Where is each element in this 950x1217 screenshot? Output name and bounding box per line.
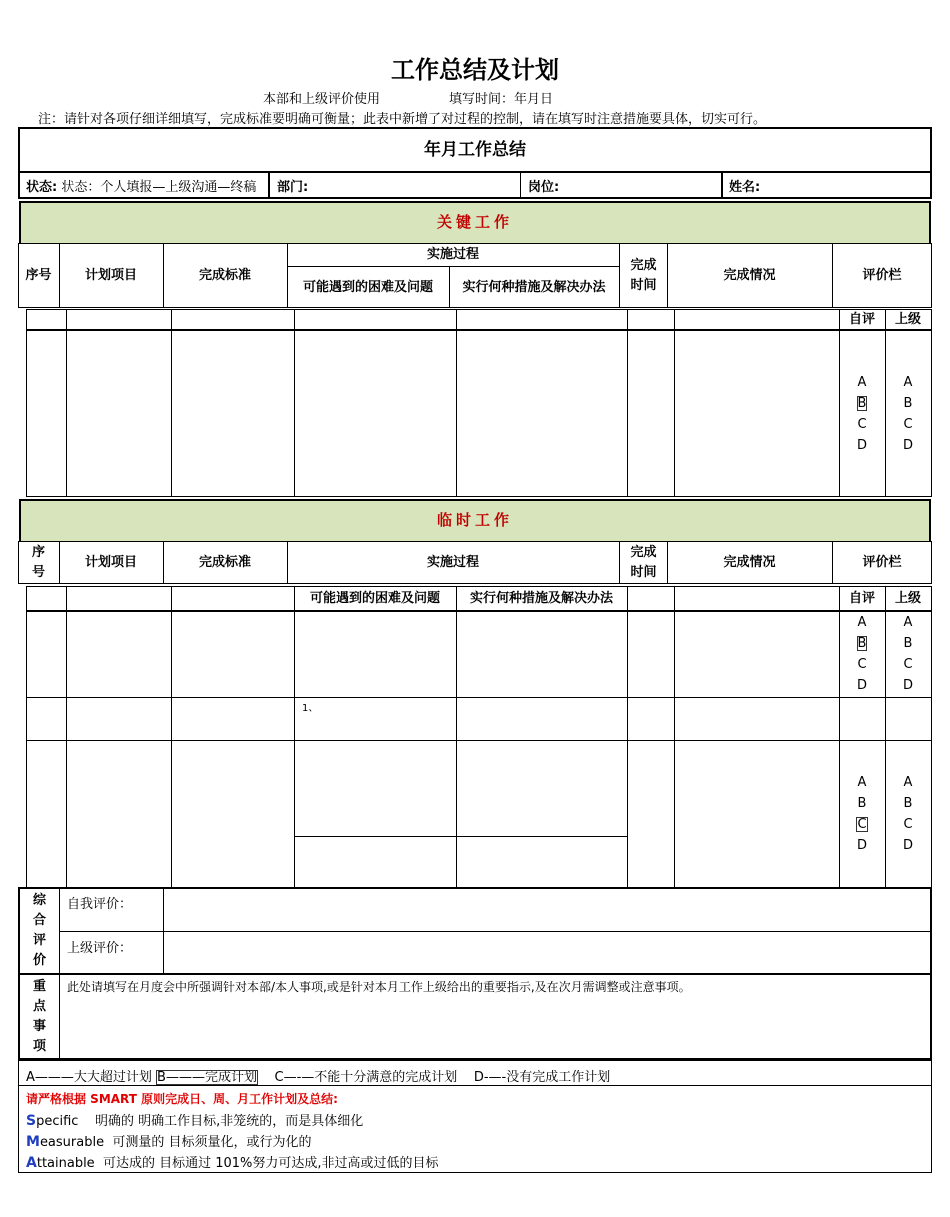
instruction-note: 注：请针对各项仔细详细填写，完成标准要明确可衡量；此表中新增了对过程的控制，请在填写时注意措施要具体，切实可行。 xyxy=(38,112,767,127)
key-plan-header: 计划项目 xyxy=(84,268,137,283)
key-process-header: 实施过程 xyxy=(426,247,479,262)
status-field: 状态: 状态：个人填报—上级沟通—终稿 xyxy=(26,180,257,195)
smart-line-a: Attainable 可达成的 目标通过 101%努力可达成,非过高或过低的目标 xyxy=(26,1155,439,1171)
post-field[interactable]: 岗位: xyxy=(528,180,560,195)
key-self-grades[interactable]: A B C D xyxy=(856,375,867,453)
key-work-title: 关键工作 xyxy=(436,213,513,231)
dept-field[interactable]: 部门: xyxy=(277,180,309,195)
temp-difficulty-header: 可能遇到的困难及问题 xyxy=(309,590,440,606)
summary-header xyxy=(18,127,932,173)
temp-measures-header: 实行何种措施及解决办法 xyxy=(469,590,613,606)
temp-finish-time-header: 完成时间 xyxy=(630,545,657,580)
smart-line-s: Specific 明确的 明确工作目标,非笼统的，而是具体细化 xyxy=(26,1113,364,1129)
temp-row3-self-grades[interactable]: A B C D xyxy=(856,775,867,853)
legend-a: A———大大超过计划 xyxy=(26,1070,152,1085)
key-superior-grades[interactable]: A B C D xyxy=(902,375,913,453)
key-measures-header: 实行何种措施及解决办法 xyxy=(462,279,606,295)
smart-line-m: Measurable 可测量的 目标须量化，或行为化的 xyxy=(26,1134,312,1150)
temp-standard-header: 完成标准 xyxy=(198,555,251,570)
temp-row1-self-grades[interactable]: A B C D xyxy=(856,615,867,693)
temp-process-header: 实施过程 xyxy=(426,555,479,570)
overall-eval-label: 综合评价 xyxy=(32,893,46,968)
temp-status-header: 完成情况 xyxy=(723,555,776,570)
grade-legend xyxy=(26,1066,610,1085)
legend-d: D-—-没有完成工作计划 xyxy=(473,1070,611,1085)
temp-self-eval-header: 自评 xyxy=(848,590,875,606)
self-eval-label: 自我评价： xyxy=(67,897,133,912)
temp-superior-eval-header: 上级 xyxy=(894,590,921,606)
key-superior-eval-header: 上级 xyxy=(894,311,921,327)
fill-date: 填写时间：年月日 xyxy=(449,92,554,107)
summary-title: 年月工作总结 xyxy=(424,140,526,160)
temp-row1-superior-grades[interactable]: A B C D xyxy=(902,615,913,693)
temp-eval-header: 评价栏 xyxy=(862,555,902,570)
self-eval-input[interactable] xyxy=(165,889,929,930)
temp-plan-header: 计划项目 xyxy=(84,555,137,570)
usage-note: 本部和上级评价使用 xyxy=(263,92,381,107)
key-self-eval-header: 自评 xyxy=(848,311,875,327)
superior-eval-label: 上级评价： xyxy=(67,941,133,956)
temp-seq-header: 序号 xyxy=(31,545,45,580)
temp-row3-superior-grades[interactable]: A B C D xyxy=(902,775,913,853)
legend-c: C—-—不能十分满意的完成计划 xyxy=(274,1070,458,1085)
key-standard-header: 完成标准 xyxy=(198,268,251,283)
legend-b: B———完成计划 xyxy=(157,1070,257,1085)
key-difficulty-header: 可能遇到的困难及问题 xyxy=(302,279,433,295)
superior-eval-input[interactable] xyxy=(165,933,929,973)
name-field[interactable]: 姓名: xyxy=(729,180,761,195)
key-eval-header: 评价栏 xyxy=(862,268,902,283)
page-title: 工作总结及计划 xyxy=(391,56,559,84)
row-marker: 1、 xyxy=(302,703,319,714)
smart-title: 请严格根据 SMART 原则完成日、周、月工作计划及总结: xyxy=(26,1092,338,1106)
key-items-label: 重点事项 xyxy=(32,978,46,1054)
temp-work-title: 临时工作 xyxy=(436,511,513,529)
key-items-text[interactable]: 此处请填写在月度会中所强调针对本部/本人事项,或是针对本月工作上级给出的重要指示,及在次月需调整或注意事项。 xyxy=(67,980,691,994)
key-finish-time-header: 完成时间 xyxy=(630,258,657,293)
key-seq-header: 序号 xyxy=(25,268,52,283)
key-status-header: 完成情况 xyxy=(723,268,776,283)
